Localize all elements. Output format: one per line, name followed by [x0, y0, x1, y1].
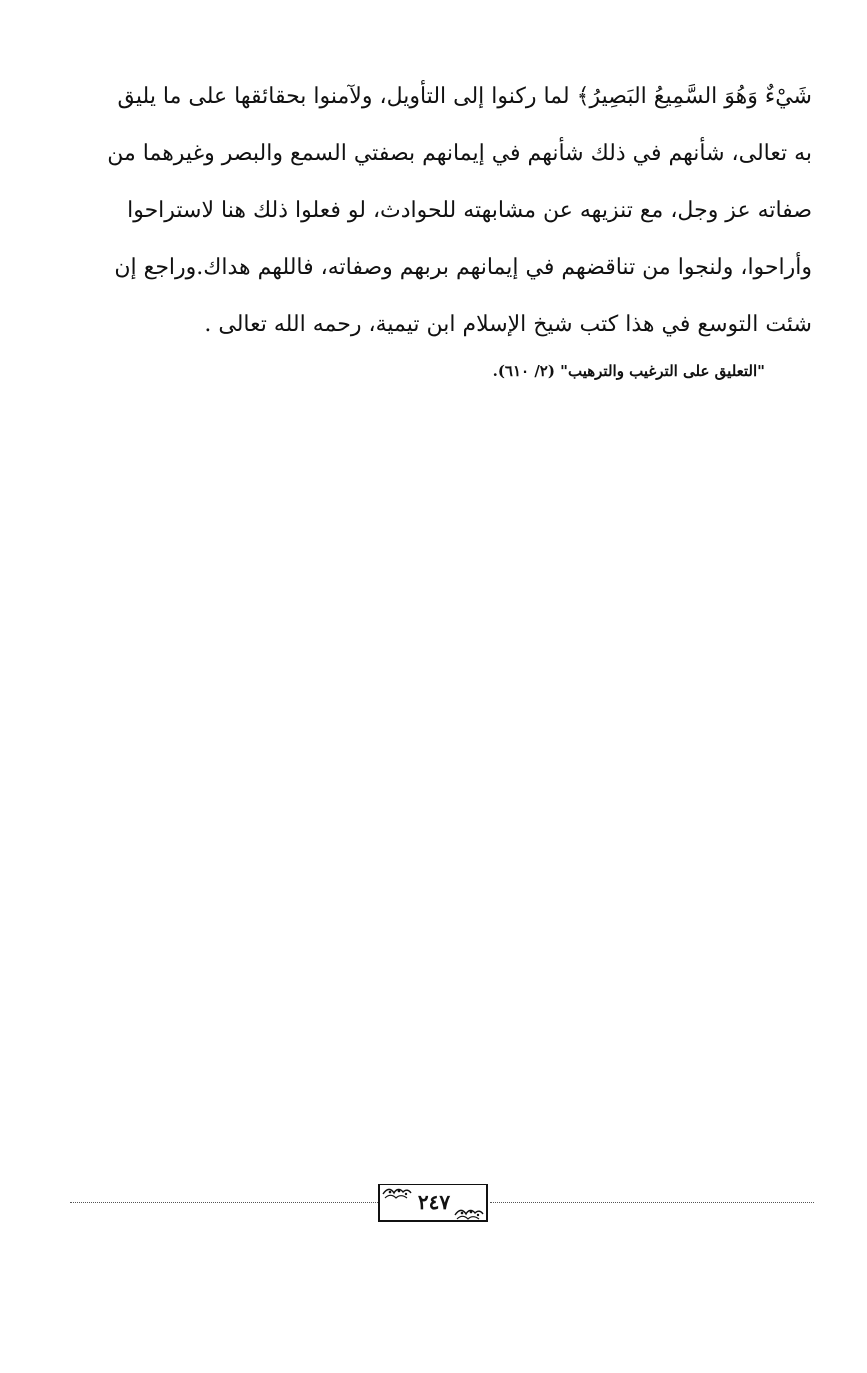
paragraph-line-5: شئت التوسع في هذا كتب شيخ الإسلام ابن تيمية، رحمه الله تعالى .: [204, 312, 812, 337]
footer-rule-right: [490, 1202, 814, 1203]
paragraph-line-2: به تعالى، شأنهم في ذلك شأنهم في إيمانهم بصفتي السمع والبصر وغيرهما من: [107, 141, 812, 166]
page-number: ٢٤٧: [417, 1190, 451, 1214]
paragraph-line-3: صفاته عز وجل، مع تنزيهه عن مشابهته للحوادث، لو فعلوا ذلك هنا لاستراحوا: [127, 198, 812, 223]
page-footer: [70, 1172, 814, 1232]
footer-rule-left: [70, 1202, 378, 1203]
page-number-box: [378, 1184, 490, 1224]
paragraph-line-4: وأراحوا، ولنجوا من تناقضهم في إيمانهم بربهم وصفاته، فاللهم هداك.وراجع إن: [114, 255, 812, 280]
paragraph-line-1: شَيْءٌ وَهُوَ السَّمِيعُ البَصِيرُ﴾ لما ركنوا إلى التأويل، ولآمنوا بحقائقها على ما يليق: [117, 84, 812, 109]
main-paragraph: [72, 68, 812, 353]
source-reference: "التعليق على الترغيب والترهيب" (٢/ ٦١٠).: [492, 362, 765, 380]
